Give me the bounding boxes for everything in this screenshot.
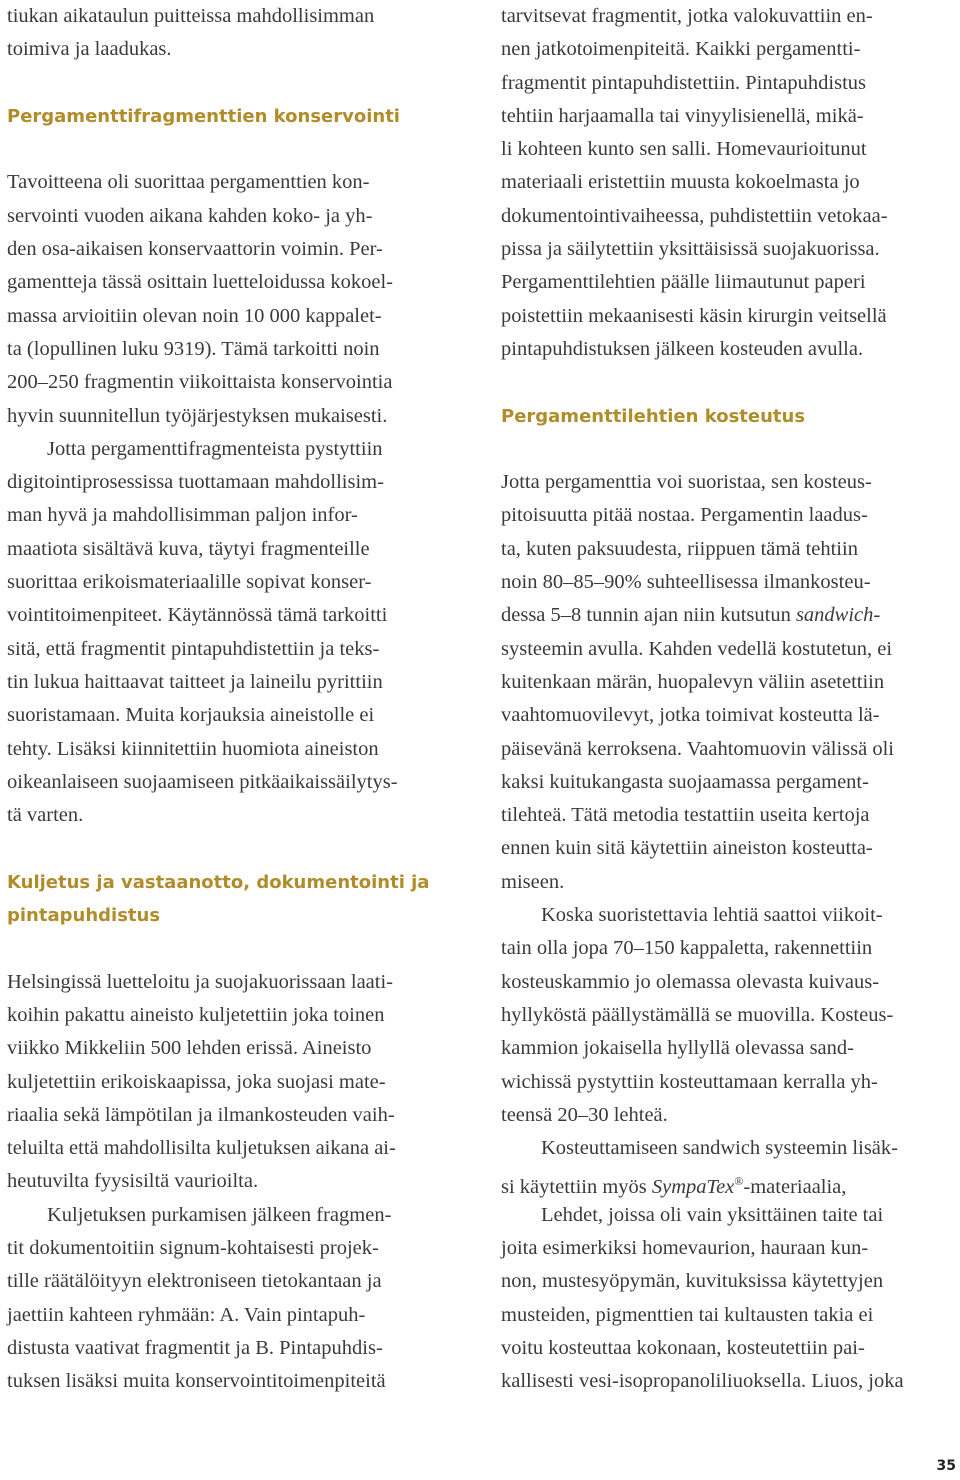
text-line: man hyvä ja mahdollisimman paljon infor- [7,504,358,527]
text-line: kaksi kuitukangasta suojaamassa pergament- [501,770,869,793]
section-heading: Kuljetus ja vastaanotto, dokumentointi ja [7,871,430,893]
text-line: suoristamaan. Muita korjauksia aineistolle ei [7,704,375,727]
text-line: tehty. Lisäksi kiinnitettiin huomiota aineiston [7,737,379,760]
text-line: suorittaa erikoismateriaalille sopivat konser- [7,571,372,594]
text-line: Jotta pergamenttia voi suoristaa, sen kosteus- [501,471,872,494]
section-heading: pintapuhdistus [7,905,161,927]
line-gap [501,433,957,466]
text-line: li kohteen kunto sen salli. Homevaurioitunut [501,138,867,161]
text-line: fragmentit pintapuhdistettiin. Pintapuhdistus [501,71,866,94]
text-line: tehtiin harjaamalla tai vinyylisienellä, mikä- [501,104,864,127]
text-line: kallisesti vesi-isopropanoliliuoksella. Liuos, joka [501,1370,904,1393]
text-line: vointitoimenpiteet. Käytännössä tämä tarkoitti [7,604,388,627]
text-line: tille räätälöityyn elektroniseen tietokantaan ja [7,1270,382,1293]
text-line: tain olla jopa 70–150 kappaletta, rakennettiin [501,937,873,960]
text-line: servointi vuoden aikana kahden koko- ja yh- [7,204,373,227]
text-line: kosteuskammio jo olemassa olevasta kuivaus- [501,970,880,993]
text-line: den osa-aikaisen konservaattorin voimin. Per- [7,238,383,261]
text-line: Jotta pergamenttifragmenteista pystyttiin [47,437,383,460]
text-line: massa arvioitiin olevan noin 10 000 kappalet- [7,304,382,327]
text-line: joita esimerkiksi homevaurion, hauraan kun- [501,1236,869,1259]
text-line: poistettiin mekaanisesti käsin kirurgin veitsellä [501,304,887,327]
text-line: dessa 5–8 tunnin ajan niin kutsutun sandwich- [501,604,881,627]
line-gap [7,133,463,166]
line-gap [7,932,463,965]
right-column [501,0,957,1398]
text-line: musteiden, pigmenttien tai kultausten takia ei [501,1303,874,1326]
line-gap [7,67,463,100]
text-line: noin 80–85–90% suhteellisessa ilmankosteu- [501,571,871,594]
section-heading: Pergamenttilehtien kosteutus [501,405,806,427]
text-line: kuitenkaan märän, huopalevyn väliin asetettiin [501,670,885,693]
text-line: koihin pakattu aineisto kuljetettiin joka toinen [7,1003,385,1026]
text-line: digitointiprosessissa tuottamaan mahdollisim- [7,471,384,494]
text-line: sitä, että fragmentit pintapuhdistettiin ja teks- [7,637,380,660]
text-line: pintapuhdistuksen jälkeen kosteuden avulla. [501,337,864,360]
text-line: Koska suoristettavia lehtiä saattoi viikoit- [541,904,883,927]
text-line: heutuvilta fyysisiltä vaurioilta. [7,1170,259,1193]
text-line: pissa ja säilytettiin yksittäisissä suojakuorissa. [501,238,880,261]
text-line: Helsingissä luetteloitu ja suojakuorissaan laati- [7,970,393,993]
text-line: pitoisuutta pitää nostaa. Pergamentin laadus- [501,504,868,527]
text-line: hyllyköstä päällystämällä se muovilla. Kosteus- [501,1003,894,1026]
text-line: dokumentointivaiheessa, puhdistettiin vetokaa- [501,204,888,227]
text-line: Kuljetuksen purkamisen jälkeen fragmen- [47,1203,392,1226]
text-line: tilehteä. Tätä metodia testattiin useita kertoja [501,804,870,827]
text-line: si käytettiin myös SympaTex®-materiaalia, [501,1174,847,1199]
line-gap [501,366,957,399]
text-line: viikko Mikkeliin 500 lehden erissä. Aineisto [7,1037,372,1060]
line-gap [7,832,463,865]
text-line: Kosteuttamiseen sandwich systeemin lisäk- [541,1137,898,1160]
text-line: wichissä pystyttiin kosteuttamaan kerralla yh- [501,1070,878,1093]
text-line: ta, kuten paksuudesta, riippuen tämä tehtiin [501,537,858,560]
text-line: Tavoitteena oli suorittaa pergamenttien kon- [7,171,370,194]
text-line: tit dokumentoitiin signum-kohtaisesti projek- [7,1236,379,1259]
text-line: toimiva ja laadukas. [7,38,172,61]
text-line: materiaali eristettiin muusta kokoelmasta jo [501,171,860,194]
text-line: voitu kosteuttaa kokonaan, kosteutettiin pai- [501,1336,865,1359]
text-line: päisevänä kerroksena. Vaahtomuovin välissä oli [501,737,895,760]
text-line: vaahtomuovilevyt, jotka toimivat kosteutta lä- [501,704,880,727]
text-line: nen jatkotoimenpiteitä. Kaikki pergamentti- [501,38,861,61]
text-line: ennen kuin sitä käytettiin aineiston kosteutta- [501,837,873,860]
text-line: Pergamenttilehtien päälle liimautunut paperi [501,271,866,294]
text-line: distusta vaativat fragmentit ja B. Pintapuhdis- [7,1336,383,1359]
text-line: 200–250 fragmentin viikoittaista konservointia [7,371,393,394]
text-line: tiukan aikataulun puitteissa mahdollisimman [7,5,375,27]
text-line: gamentteja tässä osittain luetteloidussa kokoel- [7,271,393,294]
text-line: riaalia sekä lämpötilan ja ilmankosteuden vaih- [7,1103,395,1126]
page-number: 35 [936,1458,956,1474]
text-line: oikeanlaiseen suojaamiseen pitkäaikaissäilytys- [7,770,398,793]
text-line: maatiota sisältävä kuva, täytyi fragmenteille [7,537,370,560]
text-line: kammion jokaisella hyllyllä olevassa sand- [501,1037,854,1060]
text-line: tä varten. [7,804,84,827]
text-line: non, mustesyöpymän, kuvituksissa käytettyjen [501,1270,884,1293]
text-line: tarvitsevat fragmentit, jotka valokuvattiin en- [501,5,873,27]
text-line: teensä 20–30 lehteä. [501,1103,668,1126]
text-line: teluilta että mahdollisilta kuljetuksen aikana ai- [7,1137,396,1160]
text-line: kuljetettiin erikoiskaapissa, joka suojasi mate- [7,1070,386,1093]
left-column [7,0,463,1398]
text-line: ta (lopullinen luku 9319). Tämä tarkoitti noin [7,337,380,360]
text-line: systeemin avulla. Kahden vedellä kostutetun, ei [501,637,893,660]
text-line: Lehdet, joissa oli vain yksittäinen taite tai [541,1203,884,1226]
text-line: miseen. [501,870,565,893]
text-line: jaettiin kahteen ryhmään: A. Vain pintapuh- [7,1303,366,1326]
text-line: hyvin suunnitellun työjärjestyksen mukaisesti. [7,404,388,427]
text-line: tin lukua haittaavat taitteet ja laineilu pyrittiin [7,670,383,693]
text-line: tuksen lisäksi muita konservointitoimenpiteitä [7,1370,386,1393]
section-heading: Pergamenttifragmenttien konservointi [7,105,400,127]
